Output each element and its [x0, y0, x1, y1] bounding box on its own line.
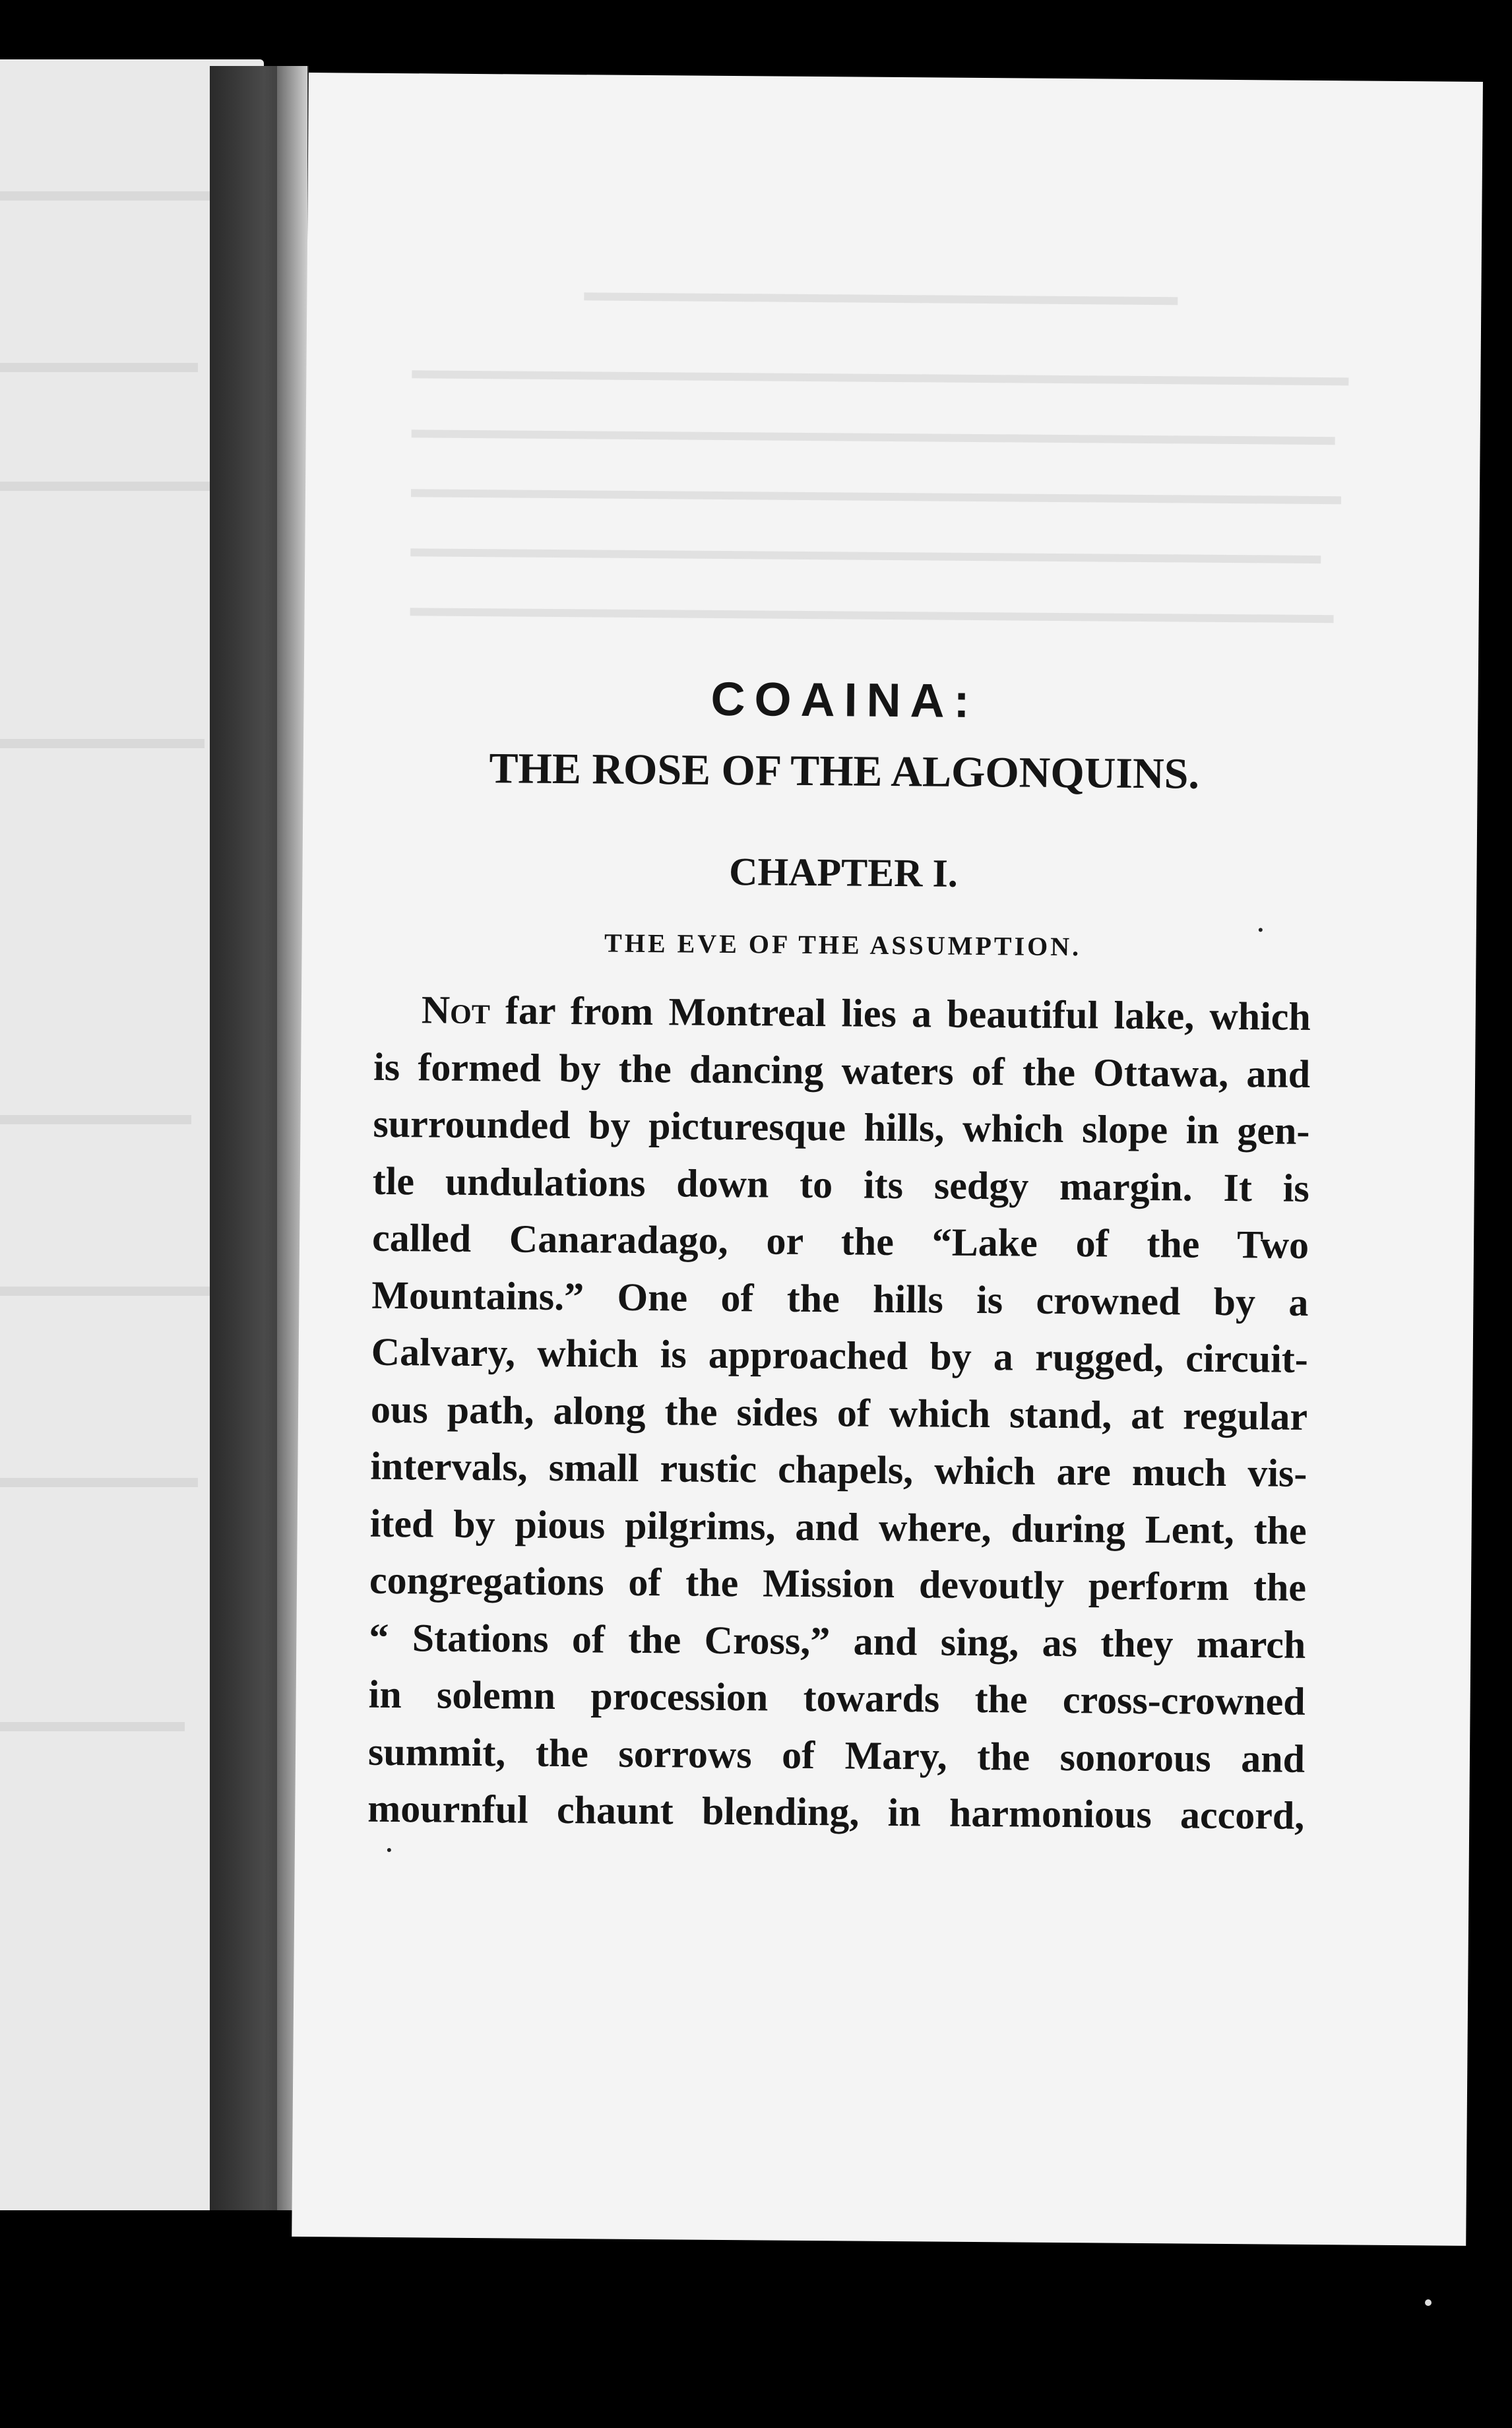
text-line: Calvary, which is approached by a rugged, circuit-	[371, 1329, 1308, 1381]
show-through-line	[584, 292, 1178, 305]
text-line: ous path, along the sides of which stand, at regular	[370, 1387, 1308, 1438]
left-page-bleed-line	[0, 1722, 185, 1731]
left-page-bleed-line	[0, 739, 205, 748]
page-text-block	[367, 575, 1314, 1845]
text-line: called Canaradago, or the “Lake of the Two	[371, 1215, 1309, 1267]
text-line: intervals, small rustic chapels, which are much vis-	[370, 1444, 1307, 1495]
paper-speck	[1259, 928, 1263, 932]
body-paragraph	[367, 981, 1311, 1845]
chapter-heading: CHAPTER I.	[728, 850, 959, 895]
text-line	[374, 981, 1311, 1046]
text-line-content: far from Montreal lies a beautiful lake, which	[505, 988, 1311, 1038]
left-page-bleed-line	[0, 1478, 198, 1487]
text-line: tle undulations down to its sedgy margin. It is	[372, 1159, 1310, 1210]
right-page	[292, 73, 1483, 2246]
scan-artifact	[1425, 2299, 1432, 2306]
paper-speck	[387, 1848, 391, 1852]
text-line: summit, the sorrows of Mary, the sonorous and	[367, 1729, 1306, 1781]
show-through-line	[410, 548, 1321, 563]
text-line: Mountains.” One of the hills is crowned by a	[371, 1273, 1309, 1324]
book-subtitle: THE ROSE OF THE ALGONQUINS.	[489, 744, 1200, 798]
text-line: “ Stations of the Cross,” and sing, as they march	[369, 1615, 1306, 1667]
chapter-title: THE EVE OF THE ASSUMPTION.	[604, 928, 1082, 962]
book-title: COAINA:	[710, 672, 979, 728]
first-word: Not	[421, 988, 491, 1033]
show-through-line	[411, 489, 1341, 504]
show-through-line	[412, 370, 1348, 385]
left-page-bleed-line	[0, 1287, 211, 1296]
text-line: congregations of the Mission devoutly perform the	[369, 1558, 1307, 1609]
text-line: surrounded by picturesque hills, which slope in gen-	[373, 1101, 1310, 1153]
text-line: in solemn procession towards the cross-crowned	[368, 1672, 1306, 1723]
left-page-bleed-line	[0, 363, 198, 372]
text-line: is formed by the dancing waters of the Ottawa, and	[373, 1044, 1311, 1096]
left-page-bleed-line	[0, 482, 211, 491]
left-page-bleed-line	[0, 1115, 191, 1124]
show-through-line	[412, 430, 1335, 445]
text-line: mournful chaunt blending, in harmonious accord,	[367, 1786, 1305, 1837]
text-line: ited by pious pilgrims, and where, during Lent, the	[369, 1501, 1307, 1552]
left-page-bleed-line	[0, 191, 218, 201]
